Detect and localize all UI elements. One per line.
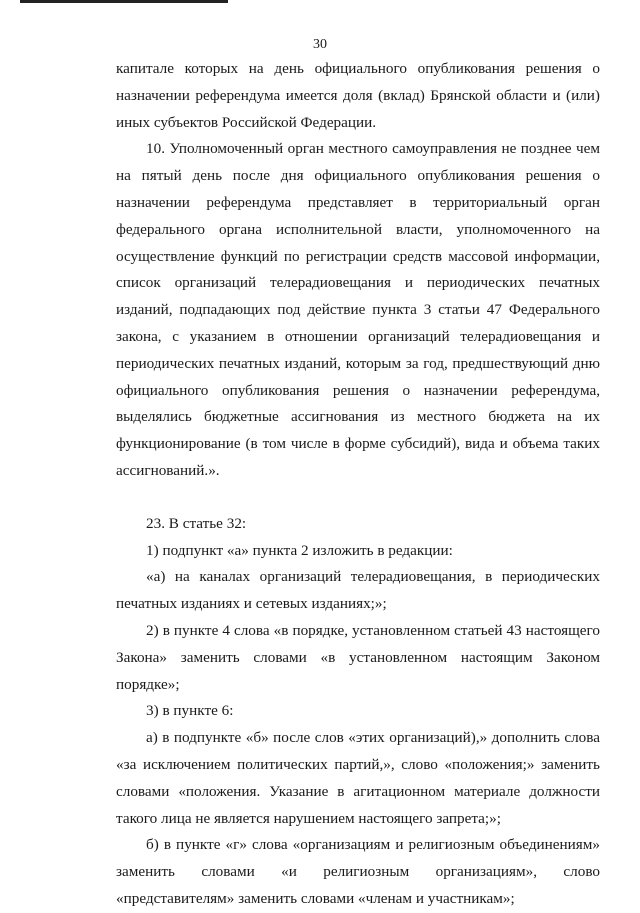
paragraph-article-heading: 23. В статье 32: (146, 514, 247, 532)
paragraph-quote-a: «а) на каналах организаций телерадиовещания, в периодических печатных изданиях и сетевых изданиях;»; (116, 568, 600, 613)
paragraph-continuation: капитале которых на день официального опубликования решения о назначении референдума имеется доля (вклад) Брянской области и (или) иных субъектов Российской Федерации. (116, 60, 600, 131)
paragraph-subitem-1: 1) подпункт «а» пункта 2 изложить в редакции: (146, 541, 453, 559)
paragraph-item-10: 10. Уполномоченный орган местного самоуправления не позднее чем на пятый день после дня официального опубликования решения о назначении референдума представляет в территориальный орган федерального органа исполнительной власти, уполномоченного на осуществление функций по регистрации средств массовой информации, список организаций телерадиовещания и периодических печатных изданий, подпадающих под действие пункта 3 статьи 47 Федерального закона, с указанием в отношении организаций телерадиовещания и периодических печатных изданий, которым за год, предшествующий дню официального опубликования решения о назначении референдума, выделялись бюджетные ассигнования из местного бюджета на их функционирование (в том числе в форме субсидий), вида и объема таких ассигнований.». (116, 140, 600, 479)
paragraph-subitem-3: 3) в пункте 6: (146, 702, 234, 720)
paragraph-subitem-2: 2) в пункте 4 слова «в порядке, установленном статьей 43 настоящего Закона» заменить словами «в установленном настоящим Законом порядке»; (116, 621, 600, 693)
scan-edge-mark (20, 0, 228, 3)
document-body (116, 56, 600, 913)
page-number: 30 (313, 37, 327, 52)
paragraph-subitem-3b: б) в пункте «г» слова «организациям и религиозным объединениям» заменить словами «и религиозным организациям», слово «представителям» заменить словами «членам и участникам»; (116, 836, 600, 907)
paragraph-subitem-3a: а) в подпункте «б» после слов «этих организаций),» дополнить слова «за исключением политических партий,», слово «положения;» заменить словами «положения. Указание в агитационном материале должности такого лица не является нарушением настоящего запрета;»; (116, 729, 600, 827)
